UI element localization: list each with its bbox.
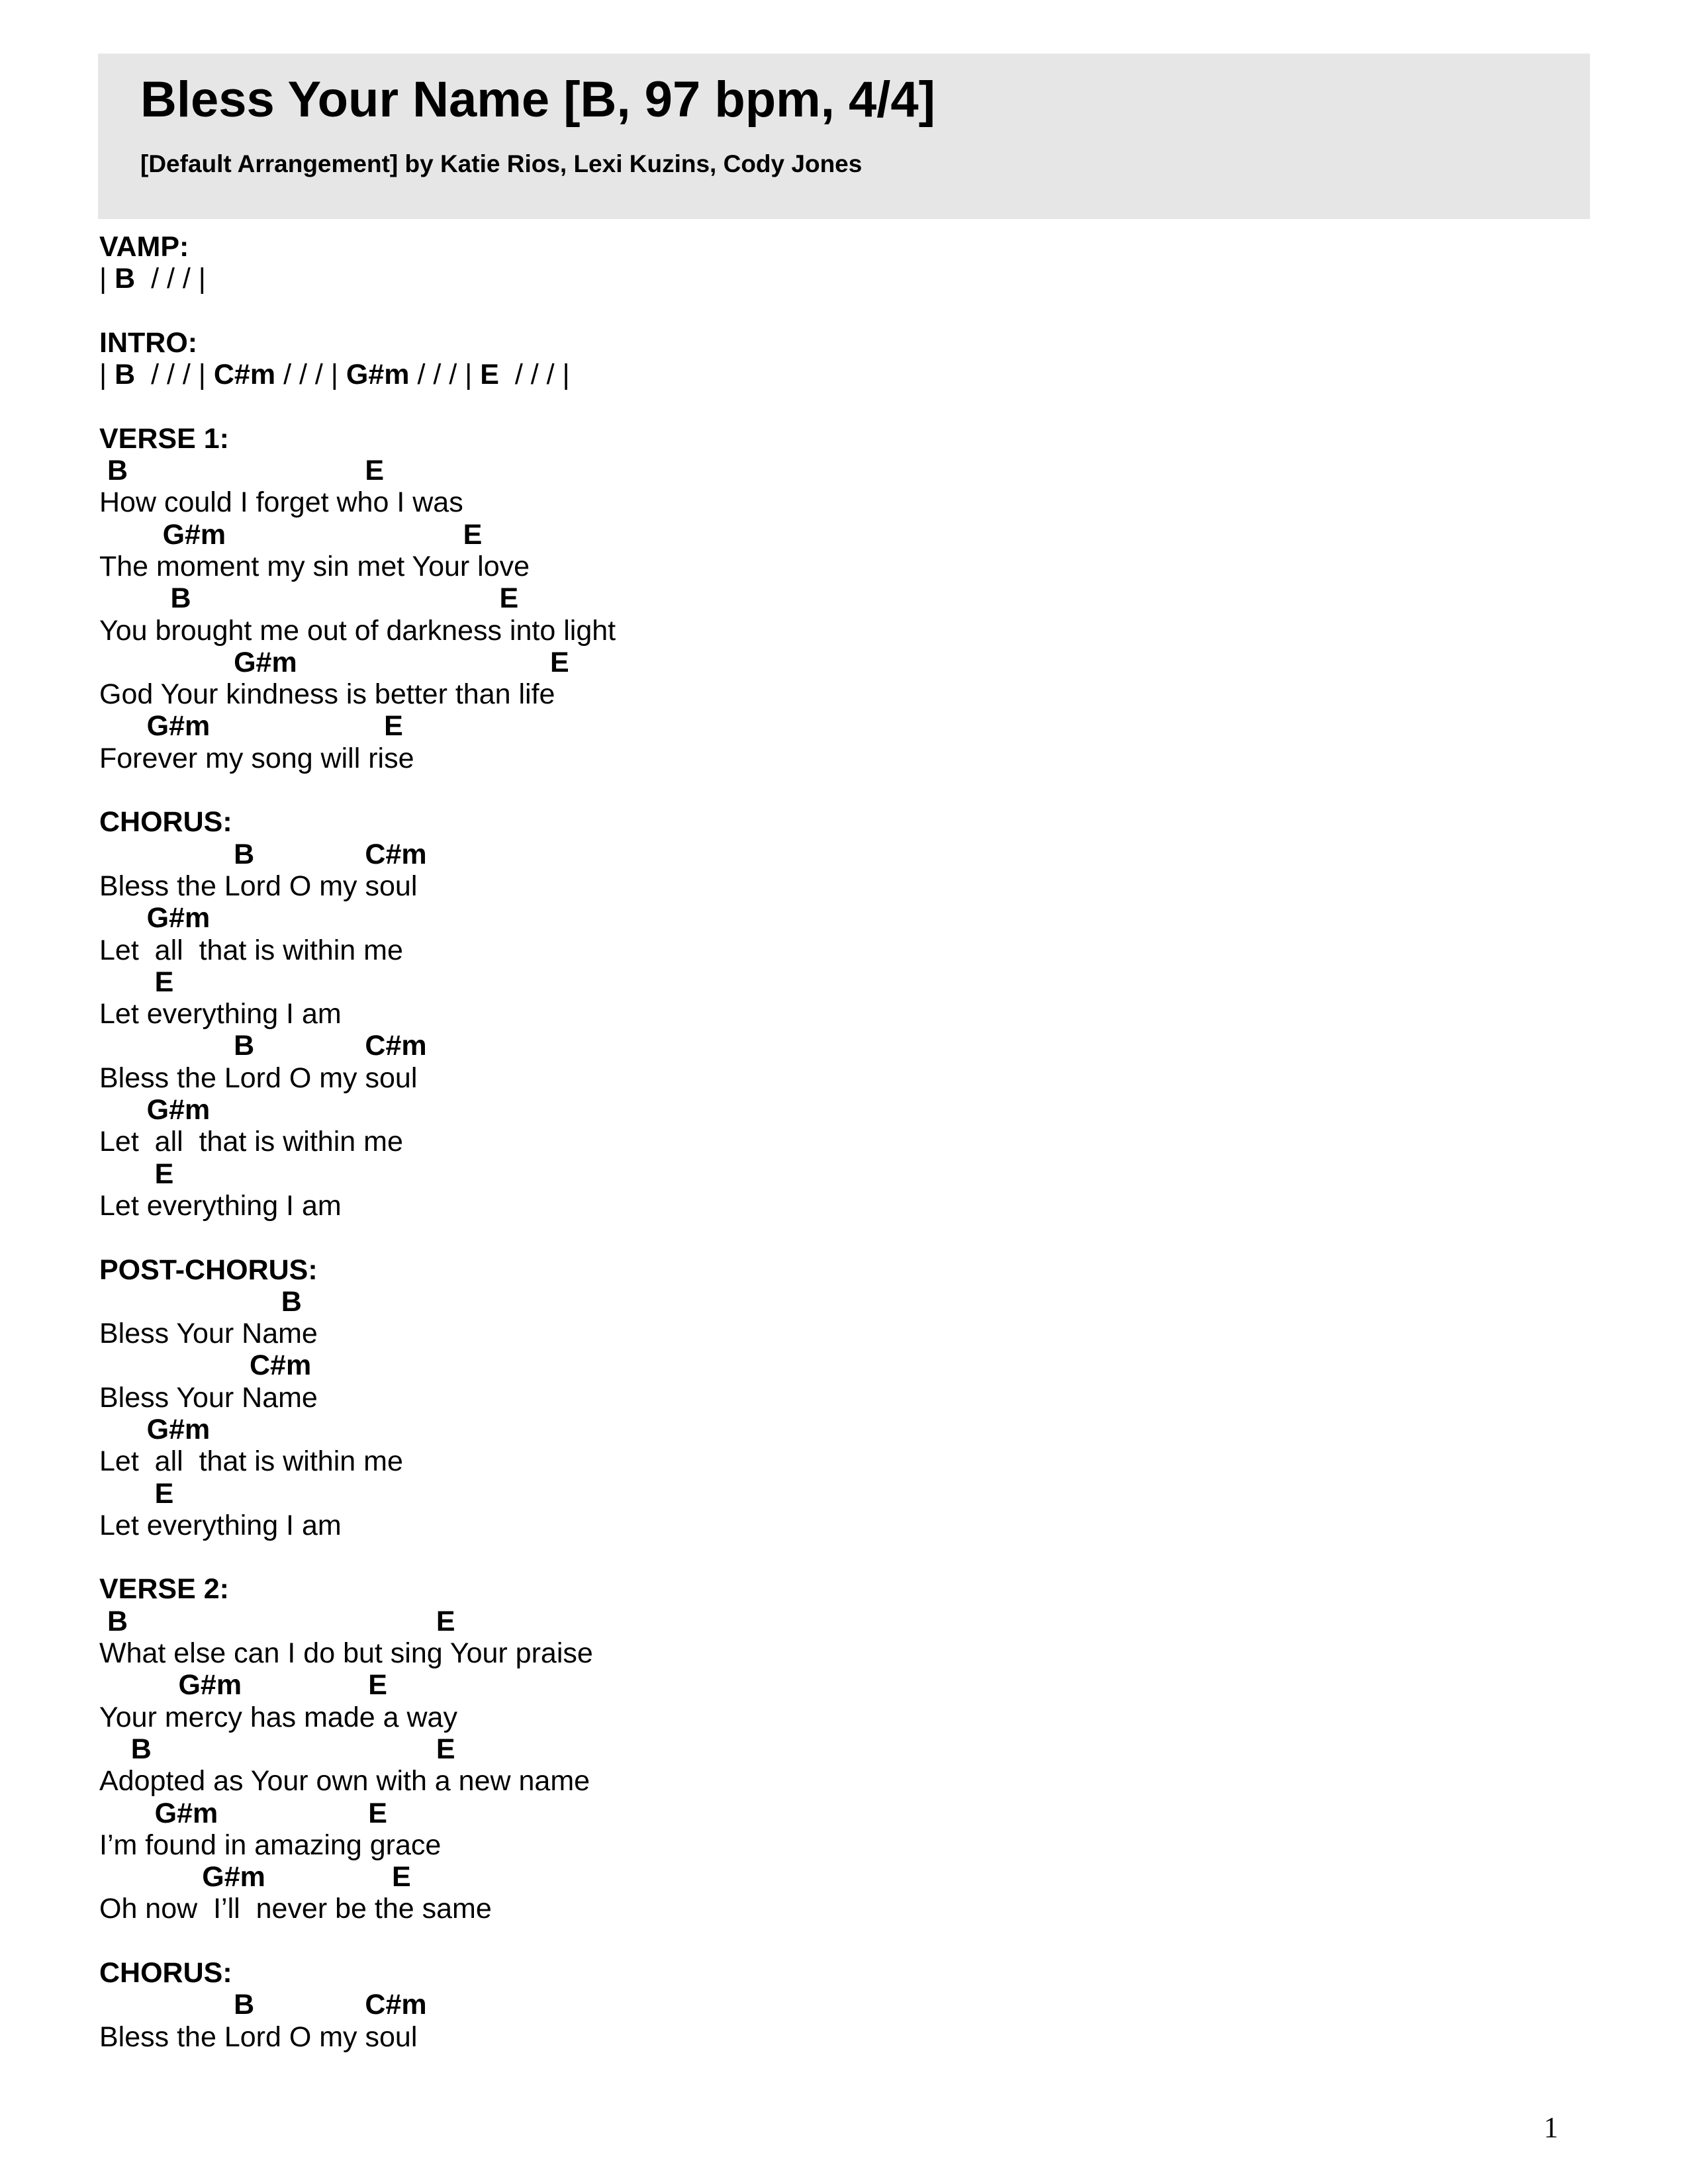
chord-line: G#m E <box>99 646 569 678</box>
lyric-line: Bless Your Name <box>99 1381 318 1414</box>
chord-line: G#m E <box>99 518 483 551</box>
lyric-line: Bless the Lord O my soul <box>99 870 418 902</box>
lyric-line: What else can I do but sing Your praise <box>99 1637 593 1670</box>
chord-line: B E <box>99 455 385 487</box>
lyric-line: Your mercy has made a way <box>99 1701 457 1733</box>
song-title: Bless Your Name [B, 97 bpm, 4/4] <box>140 71 935 128</box>
section-verse-2 <box>99 1573 1556 1925</box>
bar-beats: / / / <box>283 359 323 391</box>
lyric-line: The moment my sin met Your love <box>99 550 530 582</box>
bar-beats: / / / <box>151 263 191 295</box>
chord-line: G#m E <box>99 1797 387 1829</box>
section-label: VAMP: <box>99 231 189 263</box>
lyric-line: Let all that is within me <box>99 1126 403 1158</box>
chord-line: B <box>99 1285 302 1318</box>
lyric-line: Adopted as Your own with a new name <box>99 1765 590 1797</box>
lyric-line: God Your kindness is better than life <box>99 678 555 711</box>
bar-beats: / / / <box>417 359 457 391</box>
chord-line: G#m E <box>99 1861 411 1893</box>
chord-line: B C#m <box>99 1989 427 2021</box>
chord-line: B E <box>99 1733 455 1765</box>
section-label: POST-CHORUS: <box>99 1253 318 1286</box>
section-vamp <box>99 231 1556 295</box>
chord-line: G#m <box>99 1094 211 1126</box>
chord-line: G#m <box>99 902 211 934</box>
section-chorus <box>99 806 1556 1222</box>
bar-chord: C#m <box>213 359 276 391</box>
bar-chord: E <box>480 359 499 391</box>
lyric-line: Let everything I am <box>99 998 342 1030</box>
section-label: INTRO: <box>99 326 198 359</box>
bar-beats: / / / <box>514 359 555 391</box>
section-label: VERSE 1: <box>99 422 229 455</box>
section-label: CHORUS: <box>99 1957 232 1989</box>
lyric-line: Oh now I’ll never be the same <box>99 1893 492 1925</box>
bar-line: | B / / / | <box>99 263 206 295</box>
bar-chord: B <box>115 359 136 391</box>
chord-line: E <box>99 1158 174 1190</box>
section-verse-1 <box>99 423 1556 774</box>
bar-chord: G#m <box>346 359 410 391</box>
lyric-line: Bless the Lord O my soul <box>99 2021 418 2053</box>
page-number: 1 <box>1544 2111 1558 2144</box>
lyric-line: Let all that is within me <box>99 934 403 966</box>
chord-line: C#m <box>99 1349 312 1382</box>
chord-line: E <box>99 1477 174 1510</box>
chord-sheet <box>99 231 1556 2053</box>
lyric-line: How could I forget who I was <box>99 486 463 519</box>
chord-line: E <box>99 966 174 998</box>
chord-line: B E <box>99 1605 455 1637</box>
section-intro <box>99 327 1556 391</box>
song-credits: [Default Arrangement] by Katie Rios, Lexi Kuzins, Cody Jones <box>140 150 863 177</box>
chord-line: B C#m <box>99 1030 427 1062</box>
lyric-line: Let all that is within me <box>99 1445 403 1478</box>
lyric-line: I’m found in amazing grace <box>99 1829 442 1861</box>
section-label: VERSE 2: <box>99 1573 229 1606</box>
section-post-chorus <box>99 1254 1556 1542</box>
lyric-line: Let everything I am <box>99 1509 342 1541</box>
chord-line: B C#m <box>99 838 427 870</box>
lyric-line: You brought me out of darkness into light <box>99 614 616 647</box>
chord-line: G#m <box>99 1413 211 1445</box>
lyric-line: Bless Your Name <box>99 1318 318 1350</box>
section-chorus-repeat <box>99 1957 1556 2053</box>
bar-chord: B <box>115 263 136 295</box>
lyric-line: Bless the Lord O my soul <box>99 1062 418 1094</box>
chord-line: G#m E <box>99 1669 387 1702</box>
section-label: CHORUS: <box>99 806 232 839</box>
chord-line: B E <box>99 582 519 615</box>
bar-beats: / / / <box>151 359 191 391</box>
song-header <box>98 54 1590 219</box>
lyric-line: Let everything I am <box>99 1189 342 1222</box>
lyric-line: Forever my song will rise <box>99 742 414 774</box>
chord-line: G#m E <box>99 710 403 743</box>
bar-line: | B / / / | C#m / / / | G#m / / / | E / / / | <box>99 359 570 391</box>
